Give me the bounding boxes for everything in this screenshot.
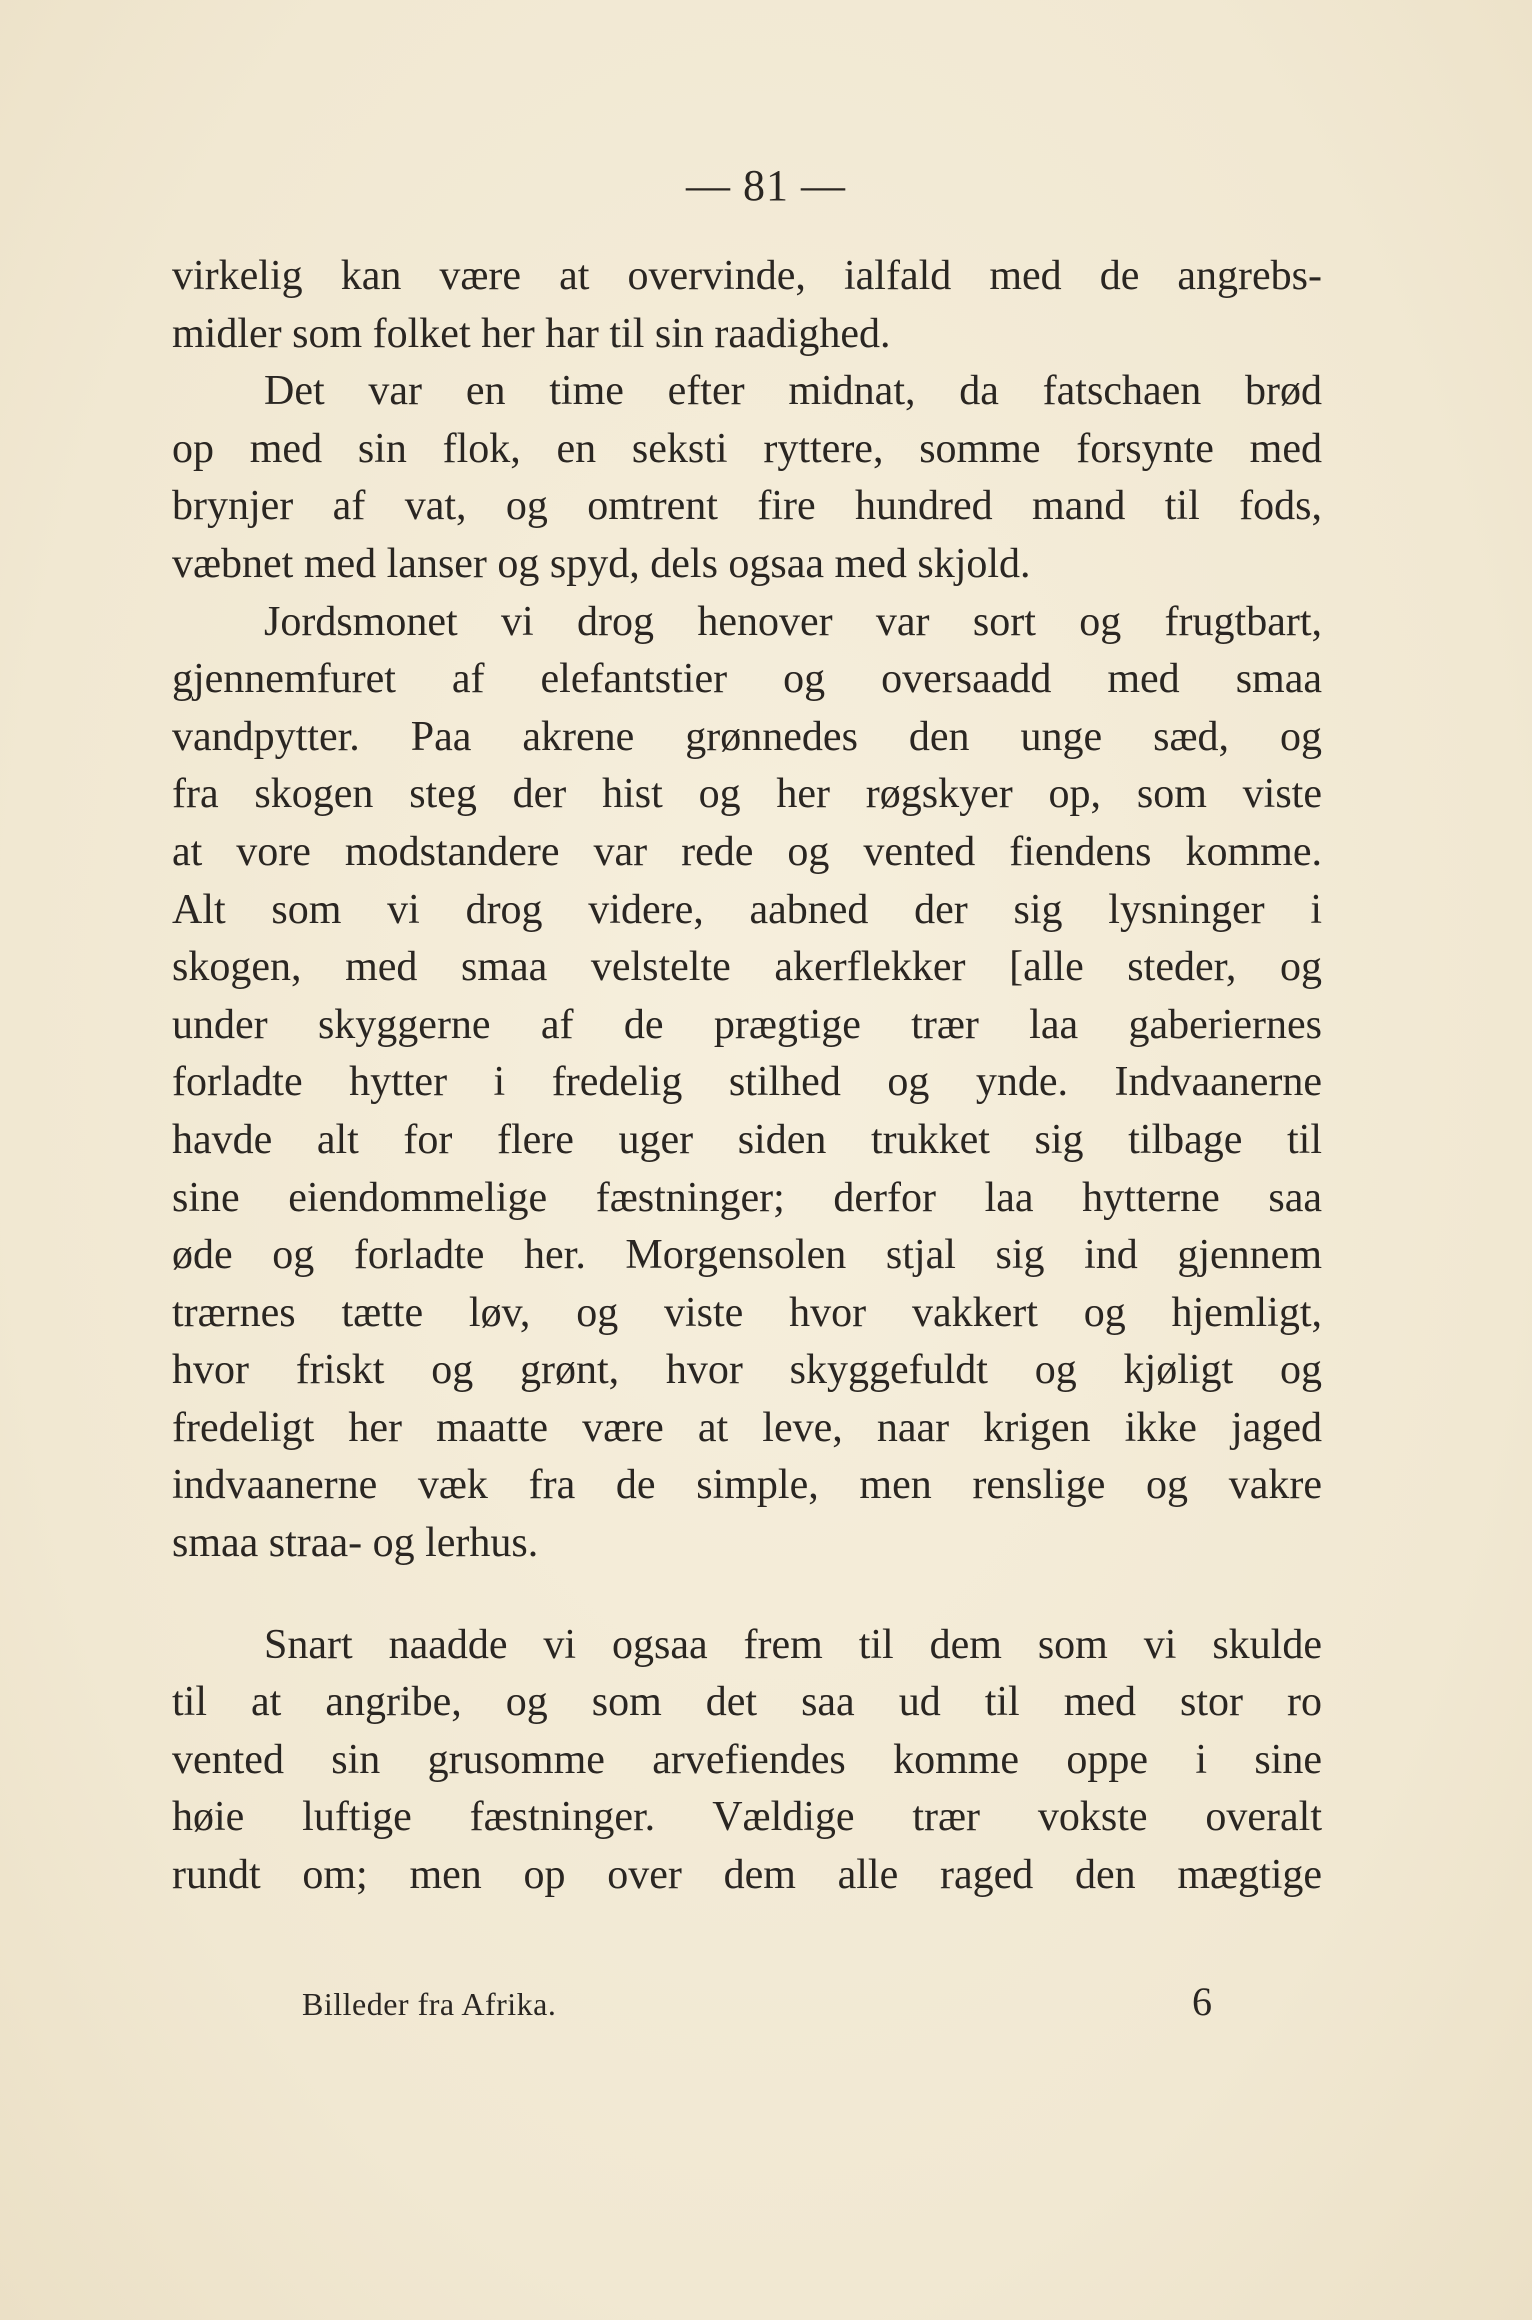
text-line: fredeligt her maatte være at leve, naar krigen ikke jaged	[172, 1404, 1322, 1451]
text-line: virkelig kan være at overvinde, ialfald med de angrebs-	[172, 253, 1322, 299]
footer-book-title: Billeder fra Afrika.	[302, 1986, 557, 2022]
text-line: brynjer af vat, og omtrent fire hundred mand til fods,	[172, 483, 1322, 530]
text-line: under skyggerne af de prægtige trær laa gaberiernes	[172, 1001, 1322, 1048]
paragraph-spacer	[172, 1573, 1322, 1617]
text-line: indvaanerne væk fra de simple, men renslige og vakre	[172, 1462, 1322, 1509]
text-line: skogen, med smaa velstelte akerflekker [alle steder, og	[172, 944, 1322, 991]
text-line: vandpytter. Paa akrene grønnedes den unge sæd, og	[172, 713, 1322, 760]
text-line: høie luftige fæstninger. Vældige trær vokste overalt	[172, 1794, 1322, 1841]
signature-mark: 6	[1192, 1979, 1212, 2024]
paragraph	[172, 594, 1322, 1573]
text-line: Snart naadde vi ogsaa frem til dem som vi skulde	[264, 1621, 1322, 1668]
text-line: til at angribe, og som det saa ud til med stor ro	[172, 1679, 1322, 1726]
text-line: sine eiendommelige fæstninger; derfor laa hytterne saa	[172, 1174, 1322, 1221]
text-line: smaa straa- og lerhus.	[172, 1520, 539, 1567]
text-line: forladte hytter i fredelig stilhed og ynde. Indvaanerne	[172, 1059, 1322, 1106]
text-line: Jordsmonet vi drog henover var sort og frugtbart,	[264, 598, 1322, 645]
text-line: trærnes tætte løv, og viste hvor vakkert og hjemligt,	[172, 1289, 1322, 1336]
text-line: rundt om; men op over dem alle raged den mægtige	[172, 1852, 1322, 1899]
text-line: Det var en time efter midnat, da fatschaen brød	[264, 368, 1322, 415]
text-line: fra skogen steg der hist og her røgskyer op, som viste	[172, 771, 1322, 818]
paragraph	[172, 1617, 1322, 1905]
page-number: — 81 —	[686, 161, 846, 210]
body-text	[172, 248, 1322, 1905]
text-line: hvor friskt og grønt, hvor skyggefuldt og kjøligt og	[172, 1347, 1322, 1394]
text-line: havde alt for flere uger siden trukket sig tilbage til	[172, 1116, 1322, 1163]
text-line: gjennemfuret af elefantstier og oversaadd med smaa	[172, 656, 1322, 703]
paragraph	[172, 248, 1322, 363]
text-line: at vore modstandere var rede og vented fiendens komme.	[172, 828, 1322, 875]
paragraph	[172, 363, 1322, 593]
text-line: vented sin grusomme arvefiendes komme oppe i sine	[172, 1736, 1322, 1783]
text-line: op med sin flok, en seksti ryttere, somme forsynte med	[172, 425, 1322, 472]
page-footer	[0, 1979, 1532, 2036]
text-line: øde og forladte her. Morgensolen stjal sig ind gjennem	[172, 1232, 1322, 1279]
text-line: Alt som vi drog videre, aabned der sig lysninger i	[172, 886, 1322, 933]
text-line: væbnet med lanser og spyd, dels ogsaa med skjold.	[172, 540, 1031, 587]
text-line: midler som folket her har til sin raadighed.	[172, 310, 891, 357]
